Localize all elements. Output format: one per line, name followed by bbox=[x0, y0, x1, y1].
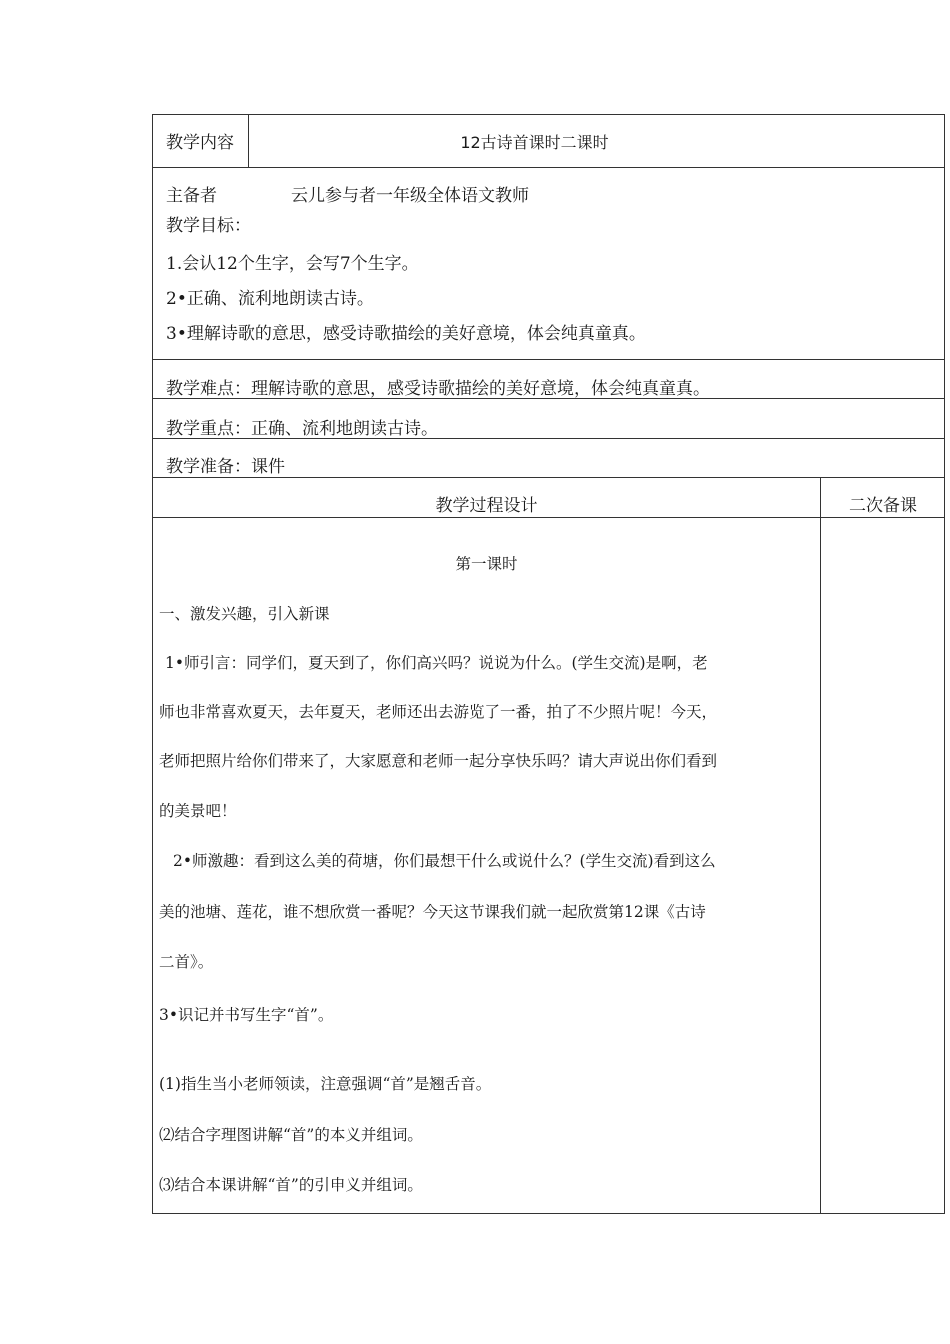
teaching-focus: 教学重点：正确、流利地朗读古诗。 bbox=[166, 419, 438, 439]
preparer-label: 主备者 bbox=[166, 186, 217, 206]
teaching-preparation: 教学准备：课件 bbox=[166, 457, 285, 477]
column-divider bbox=[820, 477, 821, 1214]
sub-item: ⑵结合字理图讲解“首”的本义并组词。 bbox=[159, 1126, 423, 1144]
lesson-section-title: 第一课时 bbox=[455, 555, 518, 573]
objective-item: 2•正确、流利地朗读古诗。 bbox=[166, 289, 374, 309]
section-heading: 一、激发兴趣，引入新课 bbox=[159, 605, 330, 623]
lesson-plan-table bbox=[152, 114, 945, 1214]
paragraph-line: 2•师激趣：看到这么美的荷塘，你们最想干什么或说什么？(学生交流)看到这么 bbox=[173, 852, 716, 870]
objectives-heading: 教学目标： bbox=[166, 216, 251, 236]
content-label: 教学内容 bbox=[166, 133, 234, 153]
preparer-value: 云儿参与者一年级全体语文教师 bbox=[291, 186, 529, 206]
objective-item: 1.会认12个生字，会写7个生字。 bbox=[166, 254, 419, 274]
paragraph-line: 的美景吧！ bbox=[159, 802, 237, 820]
paragraph-line: 二首》。 bbox=[159, 953, 214, 971]
objective-item: 3•理解诗歌的意思，感受诗歌描绘的美好意境，体会纯真童真。 bbox=[166, 324, 646, 344]
second-prep-title: 二次备课 bbox=[849, 496, 917, 516]
sub-item: ⑶结合本课讲解“首”的引申义并组词。 bbox=[159, 1176, 423, 1194]
lesson-title: 12古诗首课时二课时 bbox=[460, 133, 609, 152]
row-divider bbox=[153, 167, 944, 168]
paragraph-line: 1•师引言：同学们，夏天到了，你们高兴吗？说说为什么。(学生交流)是啊，老 bbox=[165, 654, 708, 672]
process-title: 教学过程设计 bbox=[435, 496, 538, 516]
teaching-difficulty: 教学难点：理解诗歌的意思，感受诗歌描绘的美好意境，体会纯真童真。 bbox=[166, 379, 710, 399]
row-divider bbox=[153, 359, 944, 360]
paragraph-line: 3•识记并书写生字“首”。 bbox=[159, 1006, 334, 1024]
paragraph-line: 老师把照片给你们带来了，大家愿意和老师一起分享快乐吗？请大声说出你们看到 bbox=[159, 752, 718, 770]
sub-item: (1)指生当小老师领读，注意强调“首”是翘舌音。 bbox=[159, 1075, 492, 1093]
paragraph-line: 师也非常喜欢夏天，去年夏天，老师还出去游览了一番，拍了不少照片呢！今天， bbox=[159, 703, 718, 721]
row-divider bbox=[153, 517, 944, 518]
paragraph-line: 美的池塘、莲花，谁不想欣赏一番呢？今天这节课我们就一起欣赏第12课《古诗 bbox=[159, 903, 706, 921]
